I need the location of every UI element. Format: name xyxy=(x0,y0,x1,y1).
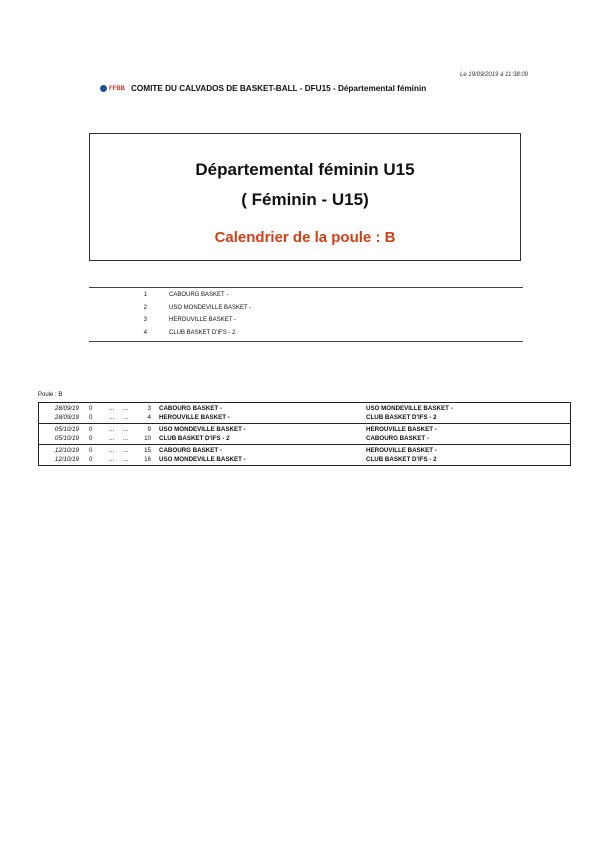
match-row xyxy=(39,455,570,464)
team-name: CABOURG BASKET - xyxy=(169,292,229,298)
match-dots: ... xyxy=(123,435,129,442)
schedule-table xyxy=(38,402,571,466)
match-date: 05/10/19 xyxy=(54,426,79,433)
match-zero: 0 xyxy=(89,414,93,421)
match-row xyxy=(39,434,570,443)
match-number: 4 xyxy=(147,414,151,421)
ffbb-logo-text: FFBB xyxy=(109,85,125,92)
match-dots: ... xyxy=(109,414,115,421)
away-team: CLUB BASKET D'IFS - 2 xyxy=(366,456,437,463)
match-row xyxy=(39,425,570,434)
match-date: 05/10/19 xyxy=(54,435,79,442)
team-list xyxy=(89,287,523,342)
match-number: 3 xyxy=(147,405,151,412)
away-team: HEROUVILLE BASKET - xyxy=(366,447,437,454)
team-name: CLUB BASKET D'IFS - 2 xyxy=(169,329,236,336)
away-team: HEROUVILLE BASKET - xyxy=(366,426,437,433)
header-title: COMITE DU CALVADOS DE BASKET-BALL - DFU15 - Départemental féminin xyxy=(131,84,427,93)
match-row xyxy=(39,446,570,455)
match-dots: ... xyxy=(109,447,115,454)
match-dots: ... xyxy=(109,426,115,433)
match-date: 28/09/19 xyxy=(54,405,79,412)
home-team: CABOURG BASKET - xyxy=(159,447,222,454)
match-date: 12/10/19 xyxy=(54,456,79,463)
match-dots: ... xyxy=(123,447,129,454)
team-row xyxy=(89,317,236,326)
match-dots: ... xyxy=(109,456,115,463)
home-team: HEROUVILLE BASKET - xyxy=(159,414,230,421)
calendar-title: Calendrier de la poule : B xyxy=(214,229,396,246)
home-team: USO MONDEVILLE BASKET - xyxy=(159,456,246,463)
document-header xyxy=(100,84,520,93)
team-number: 1 xyxy=(143,292,147,298)
team-row xyxy=(89,292,228,301)
ffbb-logo xyxy=(100,85,125,92)
match-dots: ... xyxy=(123,456,129,463)
match-day-group xyxy=(38,423,571,444)
poule-label: Poule : B xyxy=(38,392,63,398)
match-zero: 0 xyxy=(89,447,93,454)
match-day-group xyxy=(38,402,571,423)
match-row xyxy=(39,413,570,422)
match-dots: ... xyxy=(109,435,115,442)
home-team: CABOURG BASKET - xyxy=(159,405,222,412)
match-date: 28/09/19 xyxy=(54,414,79,421)
timestamp: Le 19/09/2019 à 11:38:09 xyxy=(460,72,528,78)
team-name: USO MONDEVILLE BASKET - xyxy=(169,304,252,311)
match-dots: ... xyxy=(123,405,129,412)
match-day-group xyxy=(38,444,571,466)
away-team: CABOURG BASKET - xyxy=(366,435,429,442)
team-row xyxy=(89,330,235,339)
match-dots: ... xyxy=(123,426,129,433)
team-name: HEROUVILLE BASKET - xyxy=(169,317,236,323)
team-number: 4 xyxy=(143,329,147,336)
match-number: 10 xyxy=(144,435,151,442)
team-number: 2 xyxy=(143,304,147,311)
match-row xyxy=(39,404,570,413)
competition-title: Départemental féminin U15 xyxy=(195,160,415,179)
team-row xyxy=(89,305,251,314)
team-number: 3 xyxy=(143,317,147,323)
title-box xyxy=(89,133,521,261)
match-number: 9 xyxy=(147,426,151,433)
competition-subtitle: ( Féminin - U15) xyxy=(241,190,369,209)
away-team: USO MONDEVILLE BASKET - xyxy=(366,405,453,412)
match-zero: 0 xyxy=(89,435,93,442)
away-team: CLUB BASKET D'IFS - 2 xyxy=(366,414,437,421)
match-zero: 0 xyxy=(89,456,93,463)
match-zero: 0 xyxy=(89,405,93,412)
match-number: 16 xyxy=(144,456,151,463)
match-dots: ... xyxy=(109,405,115,412)
match-zero: 0 xyxy=(89,426,93,433)
home-team: USO MONDEVILLE BASKET - xyxy=(159,426,246,433)
match-date: 12/10/19 xyxy=(54,447,79,454)
basketball-icon xyxy=(100,85,107,92)
home-team: CLUB BASKET D'IFS - 2 xyxy=(159,435,230,442)
match-number: 15 xyxy=(144,447,151,454)
match-dots: ... xyxy=(123,414,129,421)
